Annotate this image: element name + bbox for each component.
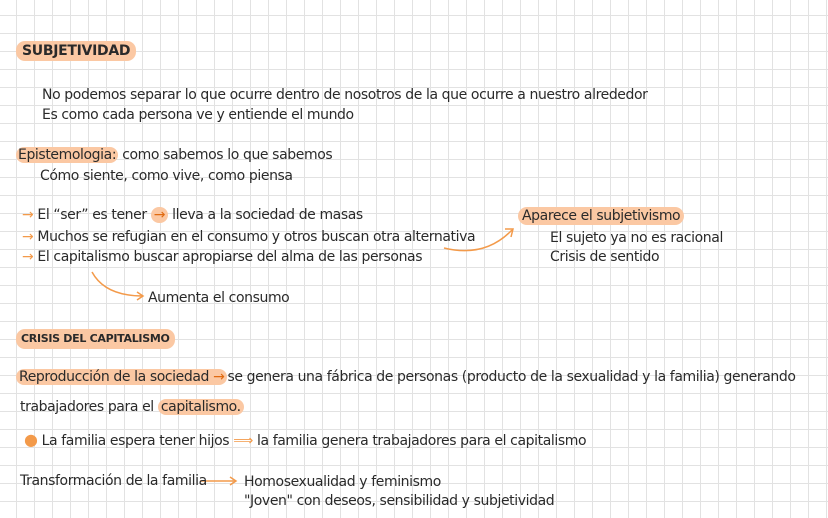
arrow-icon: →	[213, 369, 225, 385]
capitalismo-term: capitalismo.	[158, 399, 244, 415]
arrow-icon: →	[153, 207, 166, 223]
homosexualidad-line: Homosexualidad y feminismo	[244, 474, 441, 490]
reproduccion-term-highlight	[16, 369, 227, 385]
familia-end: la familia genera trabajadores para el capitalismo	[257, 433, 587, 449]
arrow-icon: →	[22, 229, 34, 245]
arrow-icon: →	[22, 249, 34, 265]
trabajadores-text: trabajadores para el	[20, 399, 154, 415]
curved-arrow-to-subjetivismo	[444, 230, 512, 251]
section-title-subjetividad: SUBJETIVIDAD	[16, 41, 136, 61]
episteme-def: como sabemos lo que sabemos	[122, 147, 333, 163]
bullet-1-start: El “ser” es tener	[37, 207, 147, 223]
double-arrow-icon: ⟹	[233, 433, 253, 449]
trabajadores-row	[20, 398, 244, 416]
crisis-sentido-line: Crisis de sentido	[550, 249, 660, 265]
subj-line-2: Es como cada persona ve y entiende el mundo	[42, 107, 354, 123]
episteme-term: Epistemologia:	[18, 147, 117, 163]
familia-row	[24, 431, 586, 450]
sujeto-line: El sujeto ya no es racional	[550, 230, 723, 246]
reproduccion-term: Reproducción de la sociedad	[19, 369, 210, 385]
curved-arrow-to-aumenta	[92, 272, 143, 296]
section-title-crisis: CRISIS DEL CAPITALISMO	[16, 329, 175, 349]
episteme-line-2: Cómo siente, como vive, como piensa	[40, 168, 293, 184]
bullet-dot-icon: ●	[24, 430, 38, 449]
joven-line: "Joven" con deseos, sensibilidad y subjetividad	[244, 493, 555, 509]
reproduccion-text: se genera una fábrica de personas (producto de la sexualidad y la familia) generando	[227, 369, 796, 385]
aparece-subjetivismo: Aparece el subjetivismo	[518, 207, 684, 225]
arrow-icon: →	[22, 207, 34, 223]
familia-start: La familia espera tener hijos	[41, 433, 230, 449]
bullet-2: Muchos se refugian en el consumo y otros buscan otra alternativa	[37, 229, 476, 245]
subj-line-1: No podemos separar lo que ocurre dentro de nosotros de la que ocurre a nuestro alrededor	[42, 87, 648, 103]
transformacion-familia: Transformación de la familia	[20, 473, 207, 489]
aumenta-consumo: Aumenta el consumo	[148, 290, 290, 306]
bullet-1-end: lleva a la sociedad de masas	[172, 207, 363, 223]
bullet-3: El capitalismo buscar apropiarse del alma de las personas	[37, 249, 423, 265]
reproduccion-row	[16, 368, 796, 386]
